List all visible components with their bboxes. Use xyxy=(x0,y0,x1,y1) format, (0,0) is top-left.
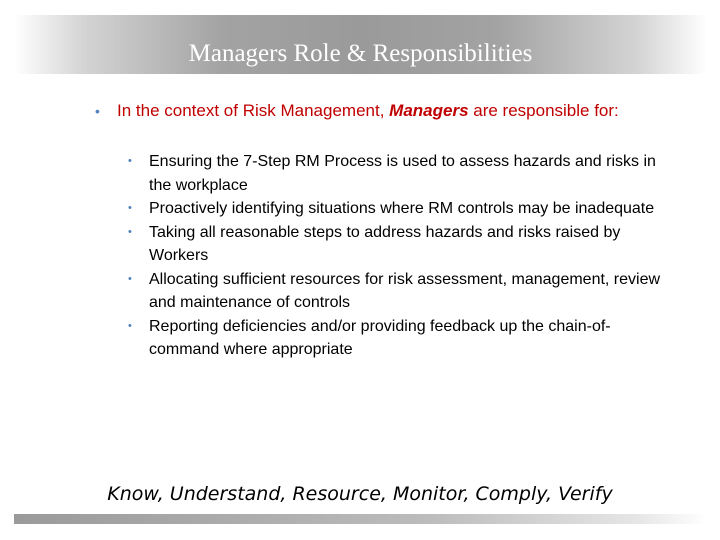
intro-before: In the context of Risk Management, xyxy=(117,101,390,120)
slide-title: Managers Role & Responsibilities xyxy=(188,40,533,67)
responsibility-list xyxy=(128,150,668,362)
list-item xyxy=(128,221,668,268)
list-item-text: Allocating sufficient resources for risk assessment, management, review and maintenance of controls xyxy=(149,270,661,311)
bullet-icon: • xyxy=(95,103,100,119)
list-item xyxy=(128,150,668,197)
list-item-text: Proactively identifying situations where RM controls may be inadequate xyxy=(149,200,655,217)
list-item-text: Ensuring the 7-Step RM Process is used to assess hazards and risks in the workplace xyxy=(149,153,656,194)
list-item-text: Taking all reasonable steps to address hazards and risks raised by Workers xyxy=(149,223,621,264)
list-item xyxy=(128,268,668,315)
footer-tagline: Know, Understand, Resource, Monitor, Comply, Verify xyxy=(107,483,613,505)
bullet-icon: • xyxy=(128,319,132,332)
bullet-icon: • xyxy=(128,155,132,167)
title-bar xyxy=(14,15,707,74)
list-item xyxy=(128,315,668,362)
intro-text xyxy=(117,99,657,123)
list-item xyxy=(128,197,668,221)
bottom-bar xyxy=(14,514,707,524)
list-item-text: Reporting deficiencies and/or providing feedback up the chain-of-command where appropriate xyxy=(149,317,611,358)
bullet-icon: • xyxy=(128,272,132,285)
intro-emphasis: Managers xyxy=(389,101,469,120)
intro-after: are responsible for: xyxy=(468,101,619,120)
bullet-icon: • xyxy=(128,225,132,238)
bullet-icon: • xyxy=(128,202,132,214)
